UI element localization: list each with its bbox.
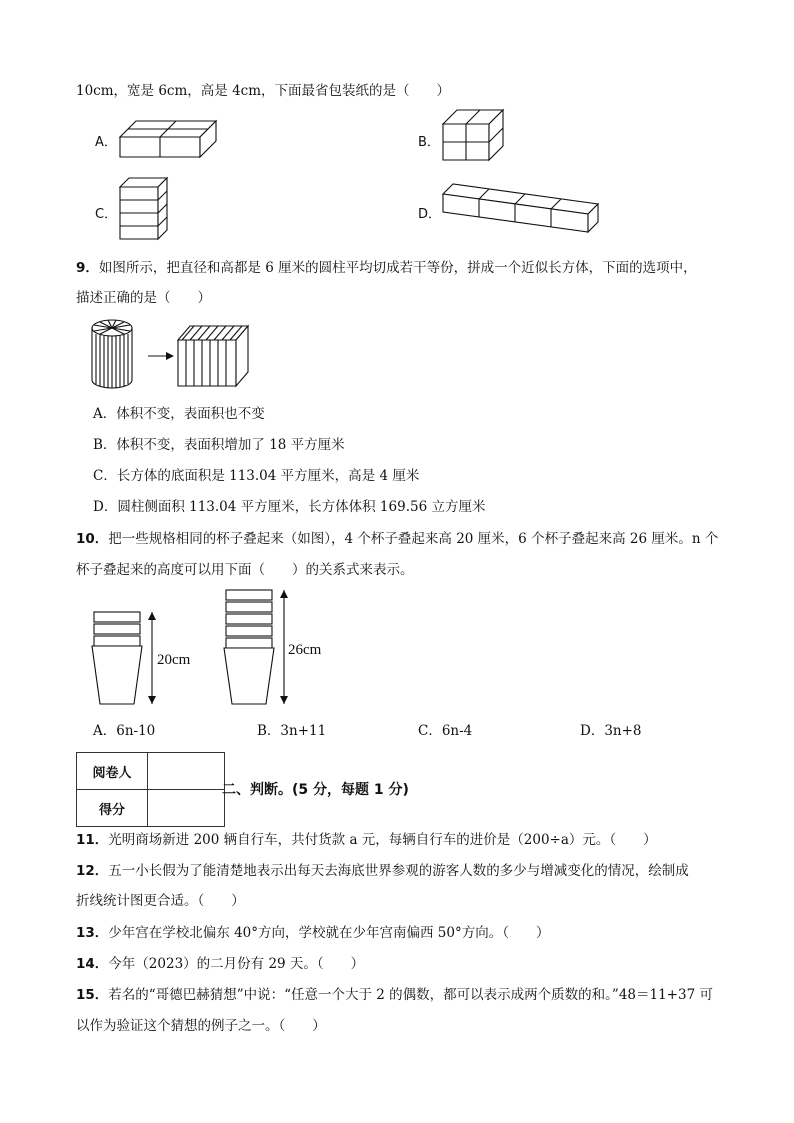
q13-text: 少年宫在学校北偏东 40°方向，学校就在少年宫南偏西 50°方向。（ ） xyxy=(108,925,550,941)
q10-option-d[interactable]: D．3n+8 xyxy=(580,723,642,739)
q8-option-a-label[interactable]: A． xyxy=(95,135,117,150)
q12-line xyxy=(76,862,689,880)
q8-stem: 10cm，宽是 6cm，高是 4cm，下面最省包装纸的是（ ） xyxy=(76,83,451,99)
score-field[interactable] xyxy=(148,790,225,827)
q15-line-2: 以作为验证这个猜想的例子之一。（ ） xyxy=(76,1018,326,1034)
q8-option-d-figure xyxy=(443,184,603,234)
q13-line xyxy=(76,924,550,942)
q10-height-label-20cm: 20cm xyxy=(157,652,191,668)
q9-stem-text-1: 如图所示，把直径和高都是 6 厘米的圆柱平均切成若干等份，拼成一个近似长方体，下面的选项中， xyxy=(98,260,697,276)
q15-number: 15． xyxy=(76,987,109,1003)
q9-option-d[interactable]: D．圆柱侧面积 113.04 平方厘米，长方体体积 169.56 立方厘米 xyxy=(93,499,486,515)
q15-line xyxy=(76,986,713,1004)
section-2-heading: 二、判断。(5 分，每题 1 分) xyxy=(222,782,409,798)
q11-text: 光明商场新进 200 辆自行车，共付货款 a 元，每辆自行车的进价是（200÷a）元。（ ） xyxy=(108,832,657,848)
q10-cups-figure xyxy=(90,588,330,710)
q9-option-a[interactable]: A．体积不变，表面积也不变 xyxy=(93,406,265,422)
q8-option-b-figure xyxy=(443,110,513,165)
grader-table xyxy=(76,752,225,827)
q10-height-label-26cm: 26cm xyxy=(288,642,322,658)
reviewer-label: 阅卷人 xyxy=(77,753,148,790)
q12-number: 12． xyxy=(76,863,109,879)
q13-number: 13． xyxy=(76,925,109,941)
q10-stem-text-1: 把一些规格相同的杯子叠起来（如图），4 个杯子叠起来高 20 厘米，6 个杯子叠起来高 26 厘米。n 个 xyxy=(108,531,719,547)
q11-line xyxy=(76,831,657,849)
q9-stem-line2: 描述正确的是（ ） xyxy=(76,290,211,306)
q14-text: 今年（2023）的二月份有 29 天。（ ） xyxy=(108,956,365,972)
q10-stem-line1 xyxy=(76,530,718,548)
q9-option-b[interactable]: B．体积不变，表面积增加了 18 平方厘米 xyxy=(93,437,345,453)
q9-option-c[interactable]: C．长方体的底面积是 113.04 平方厘米，高是 4 厘米 xyxy=(93,468,420,484)
q10-stem-line2: 杯子叠起来的高度可以用下面（ ）的关系式来表示。 xyxy=(76,562,414,578)
reviewer-field[interactable] xyxy=(148,753,225,790)
q8-option-d-label[interactable]: D． xyxy=(418,207,442,222)
q9-cylinder-figure xyxy=(90,318,250,390)
q8-option-c-figure xyxy=(120,178,170,243)
q8-option-b-label[interactable]: B． xyxy=(418,135,440,150)
q10-option-a[interactable]: A．6n-10 xyxy=(93,723,156,739)
q14-number: 14． xyxy=(76,956,109,972)
q10-option-c[interactable]: C．6n-4 xyxy=(418,723,473,739)
q8-option-c-label[interactable]: C． xyxy=(95,207,118,222)
q10-option-b[interactable]: B．3n+11 xyxy=(257,723,327,739)
q9-stem-line1 xyxy=(76,259,697,277)
q8-option-a-figure xyxy=(120,115,220,160)
q15-text-1: 若名的“哥德巴赫猜想”中说：“任意一个大于 2 的偶数，都可以表示成两个质数的和。”48＝11+37 可 xyxy=(108,987,713,1003)
q10-number: 10． xyxy=(76,531,109,547)
score-label: 得分 xyxy=(77,790,148,827)
q12-text-1: 五一小长假为了能清楚地表示出每天去海底世界参观的游客人数的多少与增减变化的情况，绘制成 xyxy=(108,863,689,879)
q9-number: 9． xyxy=(76,260,99,276)
q14-line xyxy=(76,955,364,973)
q11-number: 11． xyxy=(76,832,109,848)
q12-line-2: 折线统计图更合适。（ ） xyxy=(76,893,245,909)
